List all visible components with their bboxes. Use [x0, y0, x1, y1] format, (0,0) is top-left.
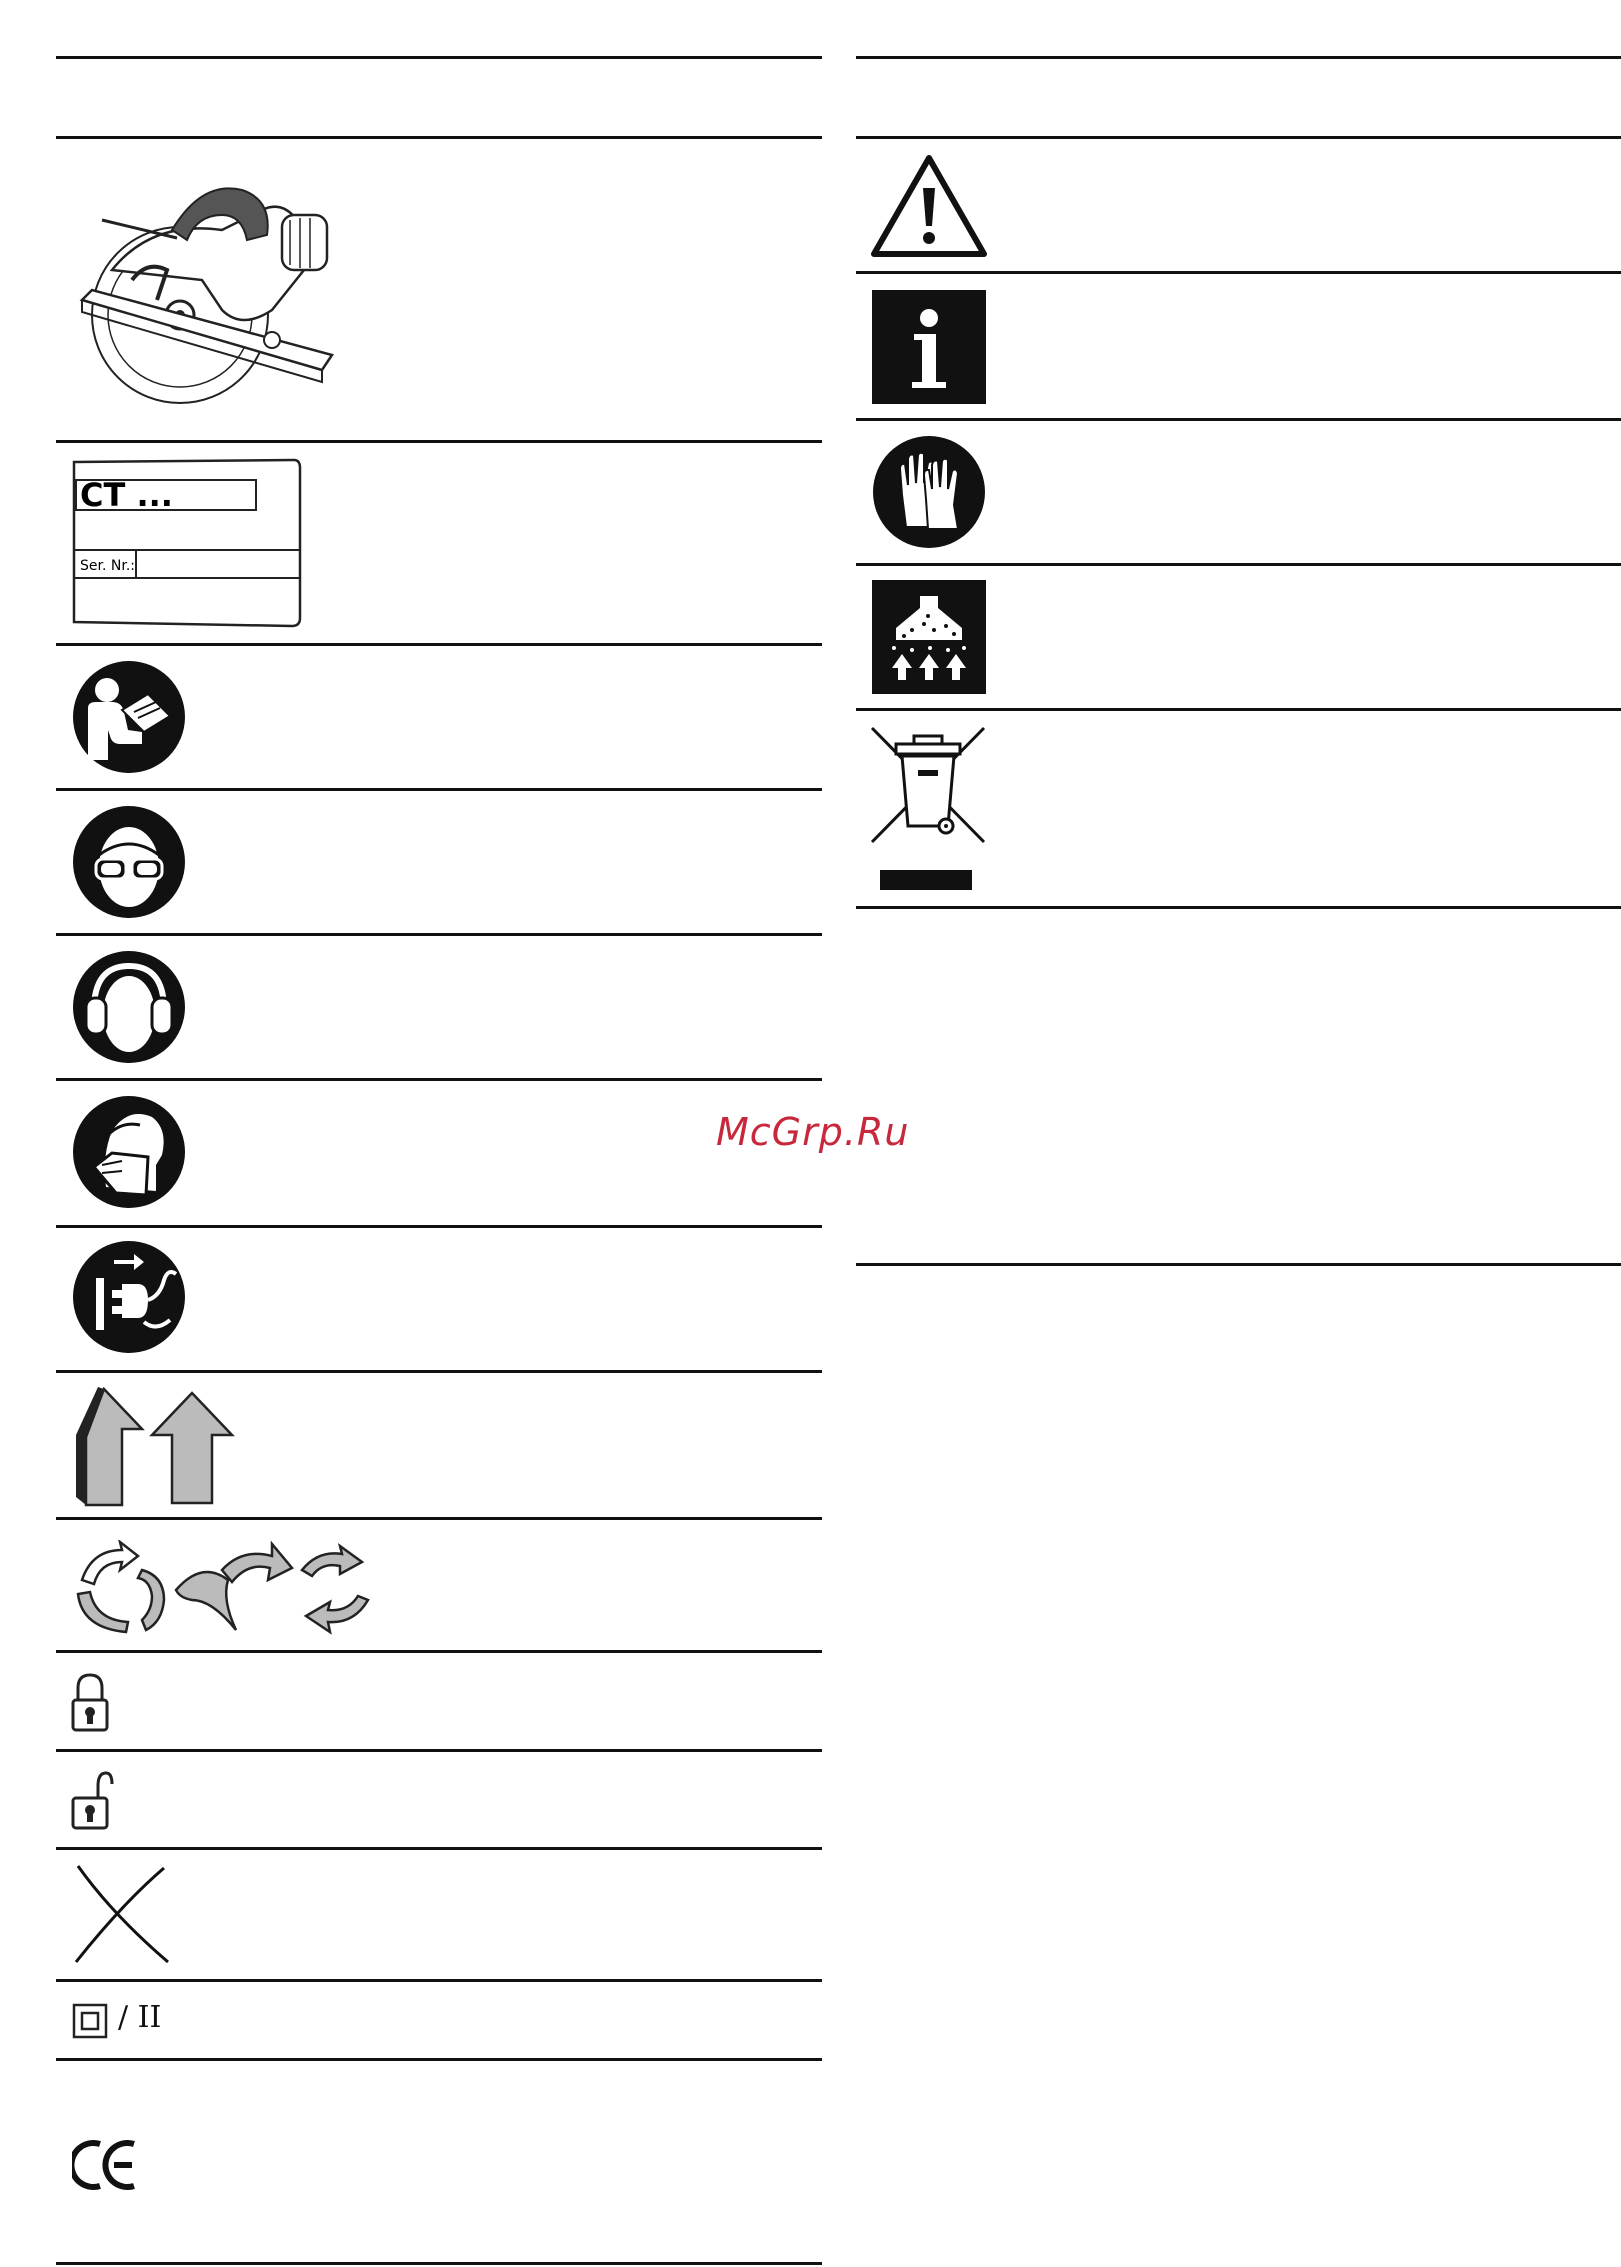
rule	[856, 906, 1621, 909]
rule	[56, 1847, 822, 1850]
rule	[856, 271, 1621, 274]
protection-class-icon	[72, 2003, 108, 2039]
read-manual-icon	[72, 660, 186, 774]
lock-closed-icon	[70, 1672, 110, 1734]
weee-bin-icon	[868, 726, 988, 892]
dust-extraction-icon	[872, 580, 986, 694]
rule	[856, 56, 1621, 59]
rule	[56, 2058, 822, 2061]
gloves-icon	[872, 435, 986, 549]
rule	[56, 1650, 822, 1653]
rotation-arrows-icon	[72, 1540, 382, 1640]
rule	[56, 1517, 822, 1520]
circular-saw-icon	[72, 160, 342, 410]
rule	[56, 788, 822, 791]
dust-mask-icon	[72, 1095, 186, 1209]
lock-open-icon	[70, 1770, 114, 1832]
rule	[56, 1749, 822, 1752]
rule	[56, 1370, 822, 1373]
unplug-icon	[72, 1240, 186, 1354]
cross-icon	[72, 1864, 172, 1964]
rule	[856, 418, 1621, 421]
rule	[56, 1225, 822, 1228]
rule	[56, 2262, 822, 2265]
rule	[856, 563, 1621, 566]
rule	[856, 136, 1621, 139]
eye-protection-icon	[72, 805, 186, 919]
protection-class-label: / II	[118, 2000, 162, 2035]
rule	[56, 1979, 822, 1982]
nameplate-icon	[72, 458, 304, 630]
nameplate-model: CT ...	[80, 476, 173, 514]
rule	[56, 56, 822, 59]
nameplate-serial-label: Ser. Nr.:	[80, 558, 135, 574]
info-icon	[872, 290, 986, 404]
ear-protection-icon	[72, 950, 186, 1064]
warning-icon	[870, 154, 988, 258]
rule	[56, 440, 822, 443]
rule	[56, 136, 822, 139]
rule	[56, 643, 822, 646]
double-arrow-icon	[72, 1385, 242, 1509]
rule	[856, 708, 1621, 711]
watermark: McGrp.Ru	[716, 1110, 910, 1154]
ce-mark-icon	[72, 2140, 138, 2190]
rule	[56, 933, 822, 936]
rule	[856, 1263, 1621, 1266]
rule	[56, 1078, 822, 1081]
